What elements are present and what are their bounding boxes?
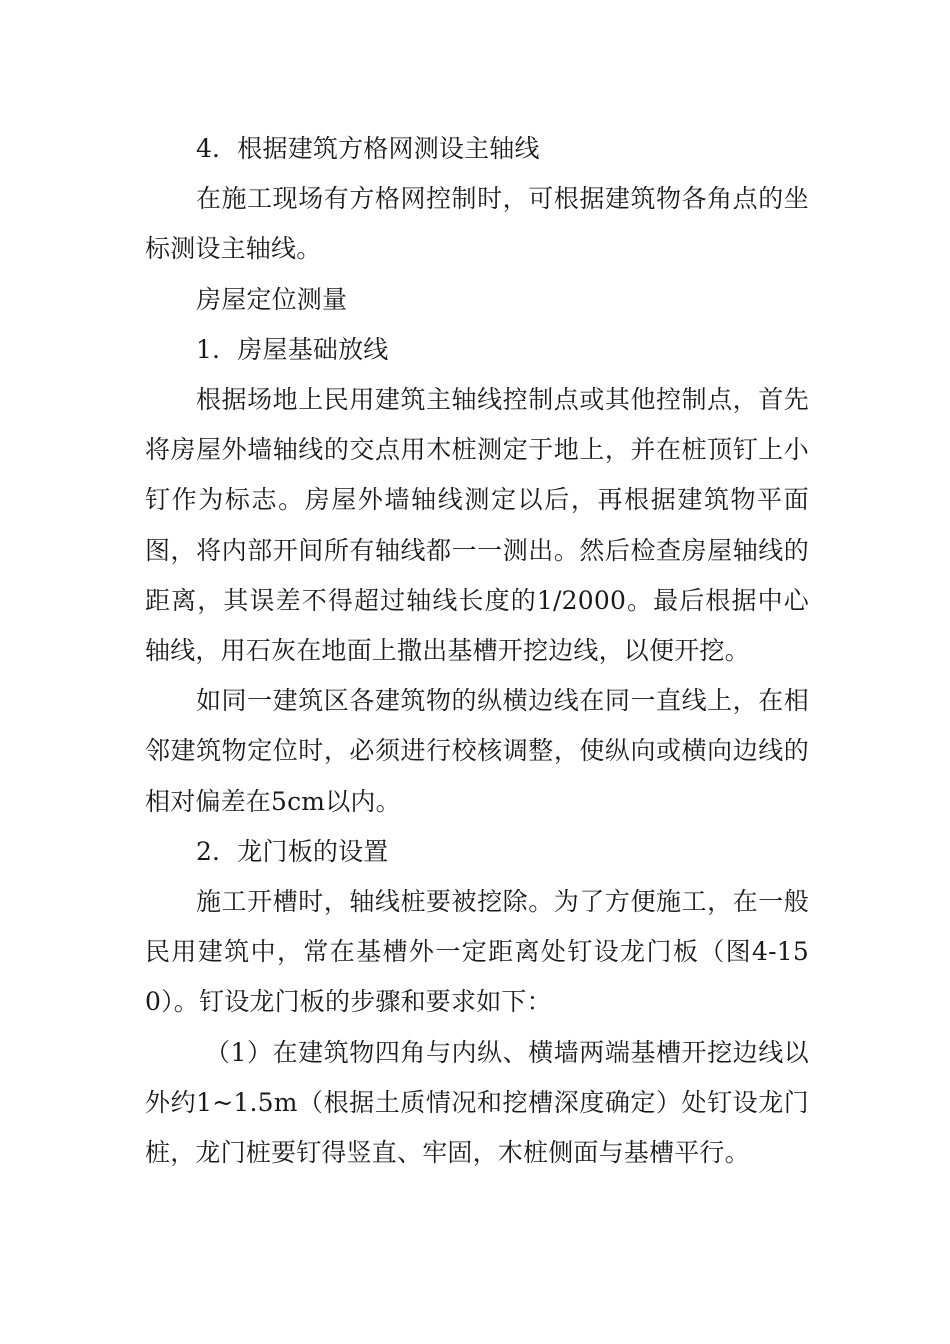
document-body: [145, 124, 809, 1178]
list-item-step-1: （1）在建筑物四角与内纵、横墙两端基槽开挖边线以外约1~1.5m（根据土质情况和挖槽深度确定）处钉设龙门桩，龙门桩要钉得竖直、牢固，木桩侧面与基槽平行。: [145, 1037, 809, 1168]
paragraph-alignment-check: 如同一建筑区各建筑物的纵横边线在同一直线上，在相邻建筑物定位时，必须进行校核调整，使纵向或横向边线的相对偏差在5cm以内。: [145, 686, 809, 816]
paragraph-batter-board-intro: 施工开槽时，轴线桩要被挖除。为了方便施工，在一般民用建筑中，常在基槽外一定距离处钉设龙门板（图4-150）。钉设龙门板的步骤和要求如下：: [145, 887, 809, 1017]
section-heading-house-positioning: 房屋定位测量: [196, 284, 348, 314]
section-heading-foundation-layout: 1．房屋基础放线: [196, 334, 389, 364]
section-heading-batter-board: 2．龙门板的设置: [196, 836, 389, 866]
section-heading-main-axis: 4．根据建筑方格网测设主轴线: [196, 134, 540, 163]
paragraph-foundation-layout: 根据场地上民用建筑主轴线控制点或其他控制点，首先将房屋外墙轴线的交点用木桩测定于地上，并在桩顶钉上小钉作为标志。房屋外墙轴线测定以后，再根据建筑物平面图，将内部开间所有轴线都一一测出。然后检查房屋轴线的距离，其误差不得超过轴线长度的1/2000。最后根据中心轴线，用石灰在地面上撒出基槽开挖边线，以便开挖。: [145, 385, 809, 666]
paragraph-grid-control: 在施工现场有方格网控制时，可根据建筑物各角点的坐标测设主轴线。: [145, 184, 809, 264]
